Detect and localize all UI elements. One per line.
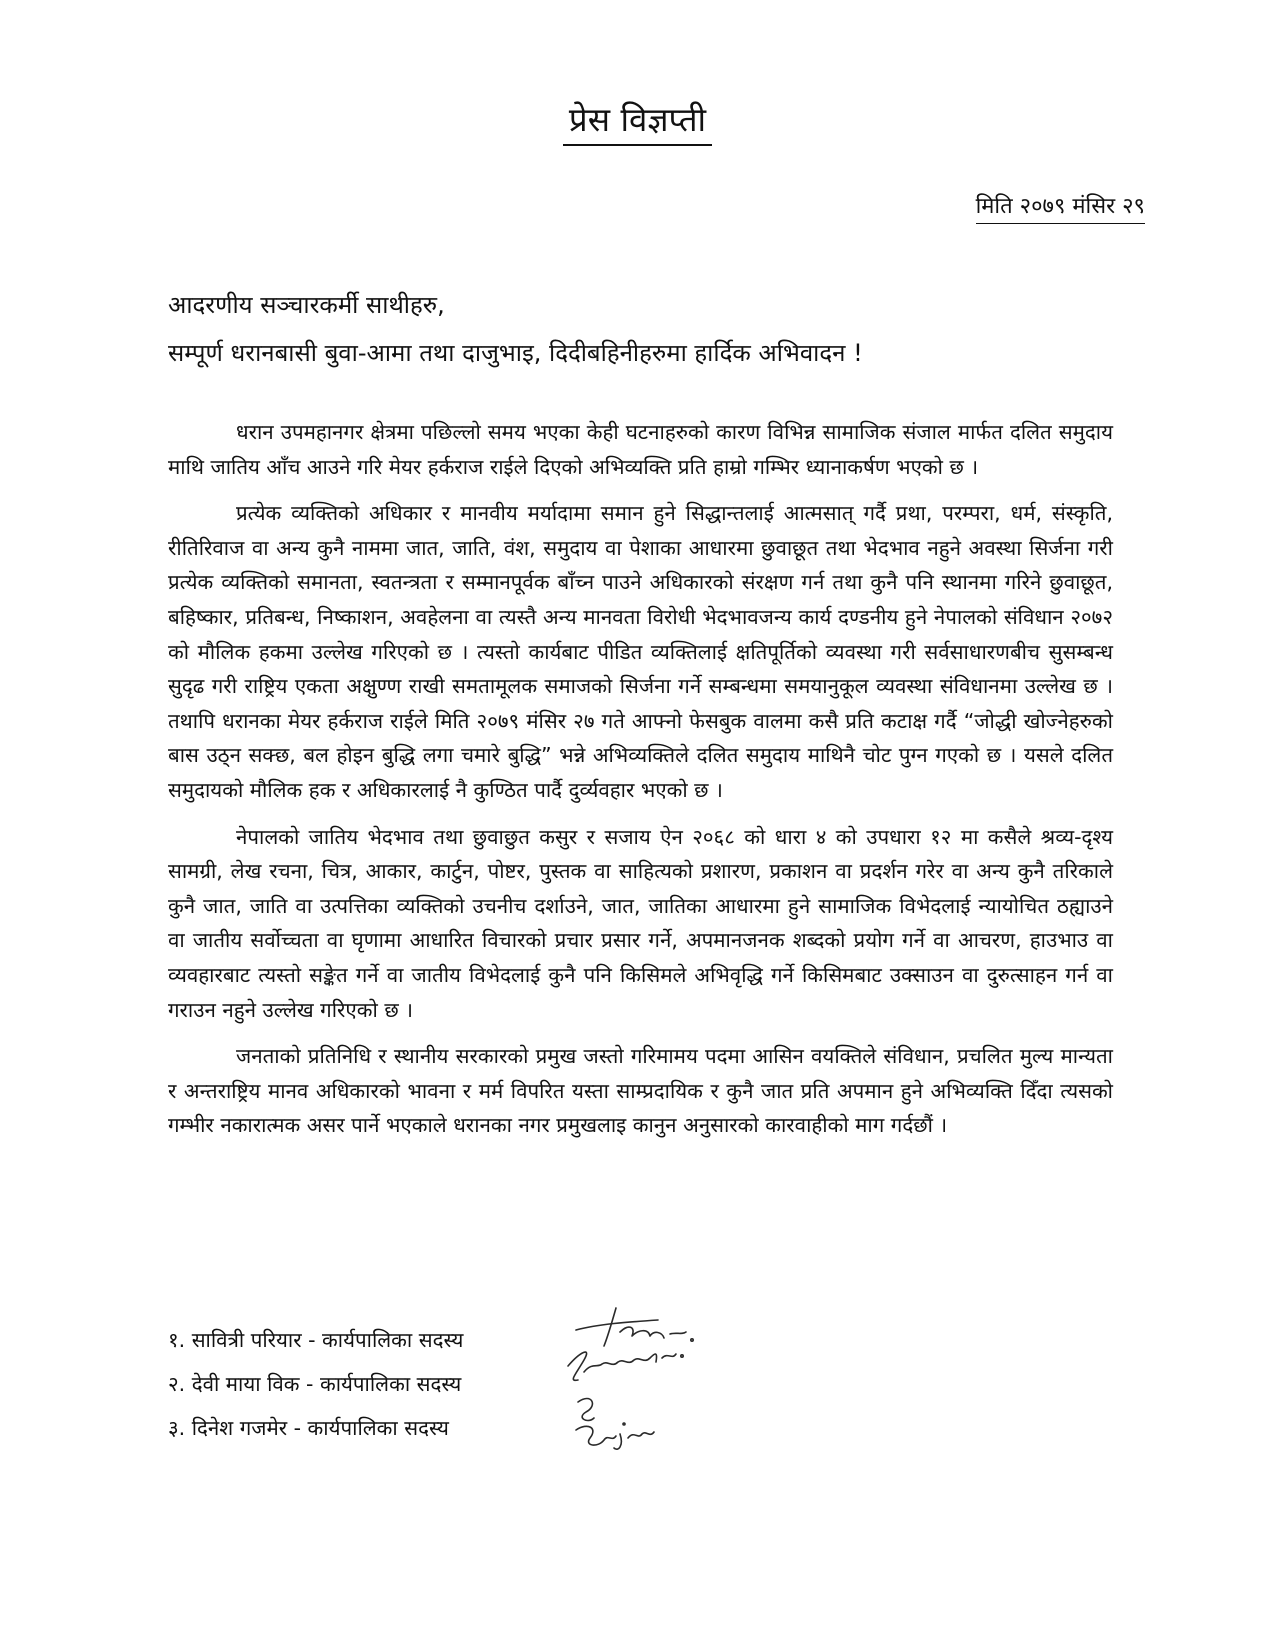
document-date [976, 192, 1145, 224]
salutation-line-1: आदरणीय सञ्चारकर्मी साथीहरु, [168, 291, 445, 319]
body-paragraph-1: धरान उपमहानगर क्षेत्रमा पछिल्लो समय भएका केही घटनाहरुको कारण विभिन्न सामाजिक संजाल मार्फत दलित समुदाय माथि जातिय आँच आउने गरि मेयर हर्कराज राईले दिएको अभिव्यक्ति प्रति हाम्रो गम्भिर ध्यानाकर्षण भएको छ । [168, 420, 1113, 479]
document-date-text: मिति २०७९ मंसिर २९ [976, 192, 1145, 224]
document-title [0, 98, 1275, 146]
handwritten-signatures [558, 1302, 718, 1452]
body-paragraph-4: जनताको प्रतिनिधि र स्थानीय सरकारको प्रमुख जस्तो गरिमामय पदमा आसिन वयक्तिले संविधान, प्रचलित मुल्य मान्यता र अन्तराष्ट्रिय मानव अधिकारको भावना र मर्म विपरित यस्ता साम्प्रदायिक र कुनै जात प्रति अपमान हुने अभिव्यक्ति दिँदा त्यसको गम्भीर नकारात्मक असर पार्ने भएकाले धरानका नगर प्रमुखलाइ कानुन अनुसारको कारवाहीको माग गर्दछौं । [168, 1044, 1113, 1138]
body-paragraph-3: नेपालको जातिय भेदभाव तथा छुवाछुत कसुर र सजाय ऐन २०६८ को धारा ४ को उपधारा १२ मा कसैले श्रव्य-दृश्य सामग्री, लेख रचना, चित्र, आकार, कार्टुन, पोष्टर, पुस्तक वा साहित्यको प्रशारण, प्रकाशन वा प्रदर्शन गरेर वा अन्य कुनै तरिकाले कुनै जात, जाति वा उत्पत्तिका व्यक्तिको उचनीच दर्शाउने, जात, जातिका आधारमा हुने सामाजिक विभेदलाई न्यायोचित ठह्याउने वा जातीय सर्वोच्चता वा घृणामा आधारित विचारको प्रचार प्रसार गर्ने, अपमानजनक शब्दको प्रयोग गर्ने वा आचरण, हाउभाउ वा व्यवहारबाट त्यस्तो सङ्केत गर्ने वा जातीय विभेदलाई कुनै पनि किसिमले अभिवृद्धि गर्ने किसिमबाट उक्साउन वा दुरुत्साहन गर्न वा गराउन नहुने उल्लेख गरिएको छ । [168, 824, 1113, 1022]
signatory-2: २. देवी माया विक - कार्यपालिका सदस्य [168, 1372, 462, 1396]
body-paragraph-2: प्रत्येक व्यक्तिको अधिकार र मानवीय मर्यादामा समान हुने सिद्धान्तलाई आत्मसात् गर्दै प्रथा, परम्परा, धर्म, संस्कृति, रीतिरिवाज वा अन्य कुनै नाममा जात, जाति, वंश, समुदाय वा पेशाका आधारमा छुवाछूत तथा भेदभाव नहुने अवस्था सिर्जना गरी प्रत्येक व्यक्तिको समानता, स्वतन्त्रता र सम्मानपूर्वक बाँच्न पाउने अधिकारको संरक्षण गर्न तथा कुनै पनि स्थानमा गरिने छुवाछूत, बहिष्कार, प्रतिबन्ध, निष्काशन, अवहेलना वा त्यस्तै अन्य मानवता विरोधी भेदभावजन्य कार्य दण्डनीय हुने नेपालको संविधान २०७२ को मौलिक हकमा उल्लेख गरिएको छ । त्यस्तो कार्यबाट पीडित व्यक्तिलाई क्षतिपूर्तिको व्यवस्था गरी सर्वसाधारणबीच सुसम्बन्ध सुदृढ गरी राष्ट्रिय एकता अक्षुण्ण राखी समतामूलक समाजको सिर्जना गर्ने सम्बन्धमा समयानुकूल व्यवस्था संविधानमा उल्लेख छ । तथापि धरानका मेयर हर्कराज राईले मिति २०७९ मंसिर २७ गते आफ्नो फेसबुक वालमा कसै प्रति कटाक्ष गर्दै “जोद्धी खोज्नेहरुको बास उठ्न सक्छ, बल होइन बुद्धि लगा चमारे बुद्धि” भन्ने अभिव्यक्तिले दलित समुदाय माथिनै चोट पुग्न गएको छ । यसले दलित समुदायको मौलिक हक र अधिकारलाई नै कुण्ठित पार्दै दुर्व्यवहार भएको छ । [168, 501, 1113, 802]
signatory-1: १. सावित्री परियार - कार्यपालिका सदस्य [168, 1328, 464, 1352]
document-title-text: प्रेस विज्ञप्ती [563, 98, 712, 146]
signatory-list [168, 1318, 568, 1450]
salutation-line-2: सम्पूर्ण धरानबासी बुवा-आमा तथा दाजुभाइ, दिदीबहिनीहरुमा हार्दिक अभिवादन ! [168, 339, 863, 367]
document-body [168, 415, 1113, 1155]
signatory-3: ३. दिनेश गजमेर - कार्यपालिका सदस्य [168, 1416, 449, 1440]
